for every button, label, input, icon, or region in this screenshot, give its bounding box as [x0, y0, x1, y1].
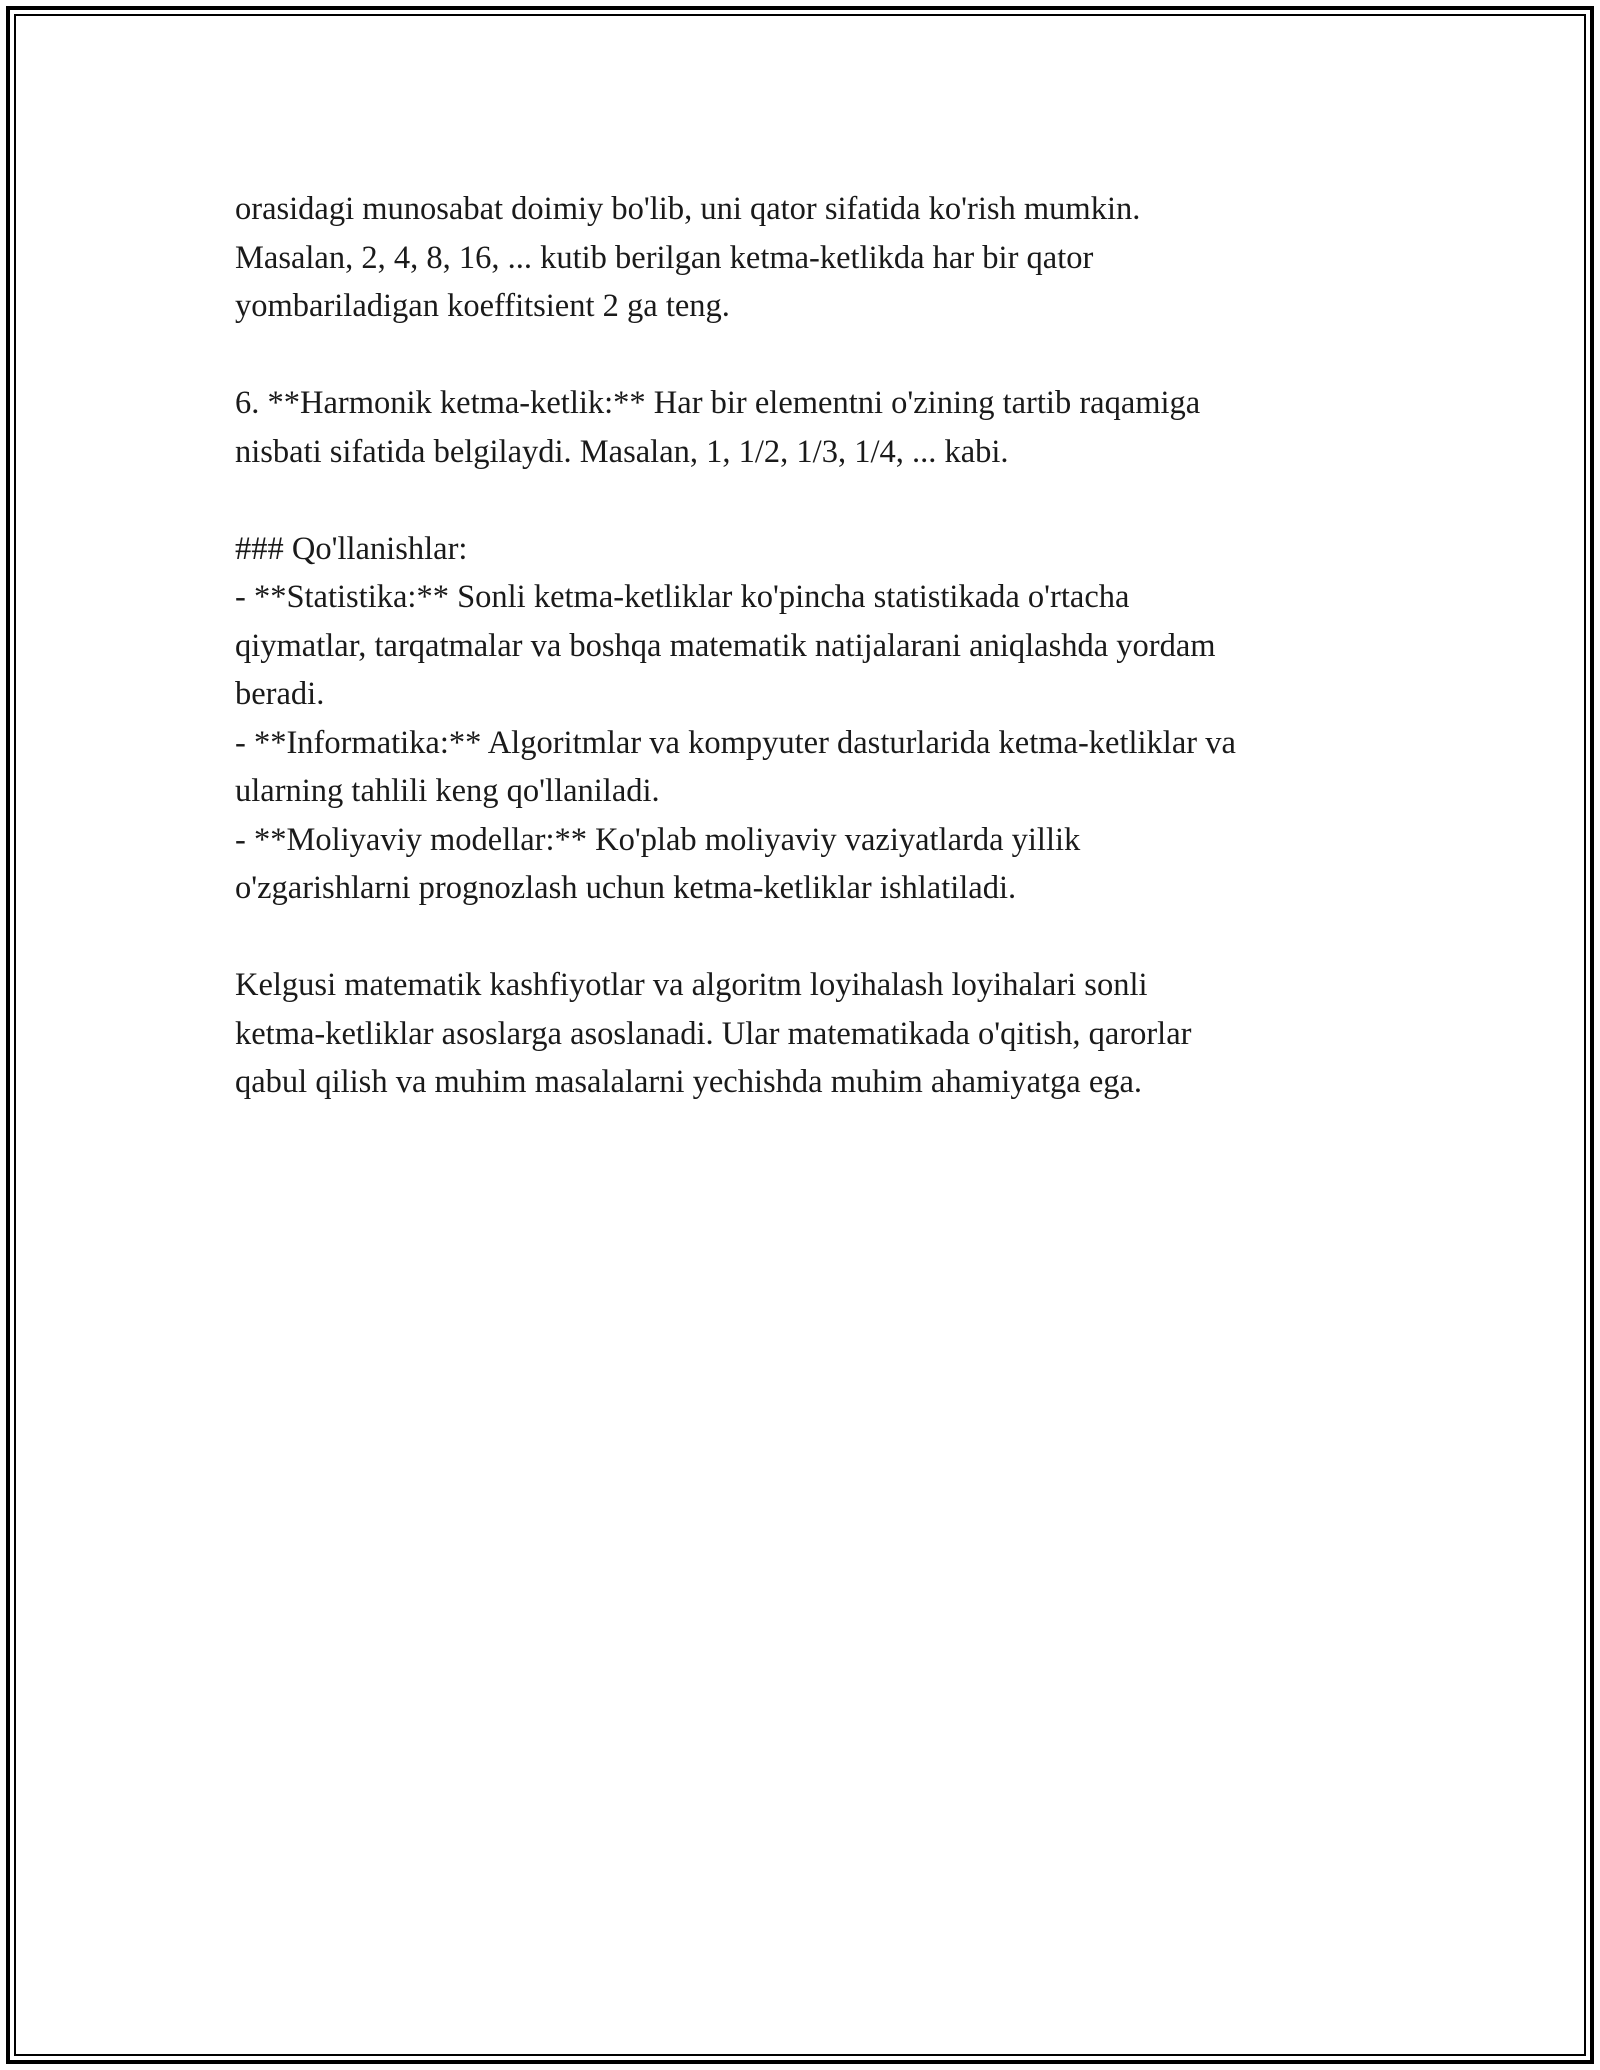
paragraph-gap: [235, 476, 1375, 525]
text-line: 6. **Harmonik ketma-ketlik:** Har bir elementni o'zining tartib raqamiga: [235, 385, 1201, 421]
text-line: nisbati sifatida belgilaydi. Masalan, 1, 1/2, 1/3, 1/4, ... kabi.: [235, 433, 1009, 470]
text-line: orasidagi munosabat doimiy bo'lib, uni qator sifatida ko'rish mumkin.: [235, 191, 1141, 227]
list-item-line: - **Informatika:** Algoritmlar va kompyuter dasturlarida ketma-ketliklar va: [235, 724, 1236, 761]
paragraph-gap: [235, 913, 1375, 962]
text-line: qiymatlar, tarqatmalar va boshqa matematik natijalarani aniqlashda yordam: [235, 627, 1216, 664]
text-line: ularning tahlili keng qo'llaniladi.: [235, 773, 660, 809]
text-line: qabul qilish va muhim masalalarni yechishda muhim ahamiyatga ega.: [235, 1064, 1143, 1100]
text-line: Kelgusi matematik kashfiyotlar va algoritm loyihalash loyihalari sonli: [235, 967, 1148, 1003]
paragraph-gap: [235, 331, 1375, 380]
text-line: Masalan, 2, 4, 8, 16, ... kutib berilgan ketma-ketlikda har bir qator: [235, 239, 1094, 276]
text-line: o'zgarishlarni prognozlash uchun ketma-ketliklar ishlatiladi.: [235, 870, 1017, 906]
list-item-line: - **Statistika:** Sonli ketma-ketliklar ko'pincha statistikada o'rtacha: [235, 579, 1130, 615]
text-line: ketma-ketliklar asoslarga asoslanadi. Ular matematikada o'qitish, qarorlar: [235, 1015, 1192, 1052]
list-item-line: - **Moliyaviy modellar:** Ko'plab moliyaviy vaziyatlarda yillik: [235, 821, 1081, 858]
document-body: [235, 185, 1375, 1107]
text-line: beradi.: [235, 676, 325, 712]
section-heading: ### Qo'llanishlar:: [235, 530, 468, 567]
text-line: yombariladigan koeffitsient 2 ga teng.: [235, 288, 730, 324]
